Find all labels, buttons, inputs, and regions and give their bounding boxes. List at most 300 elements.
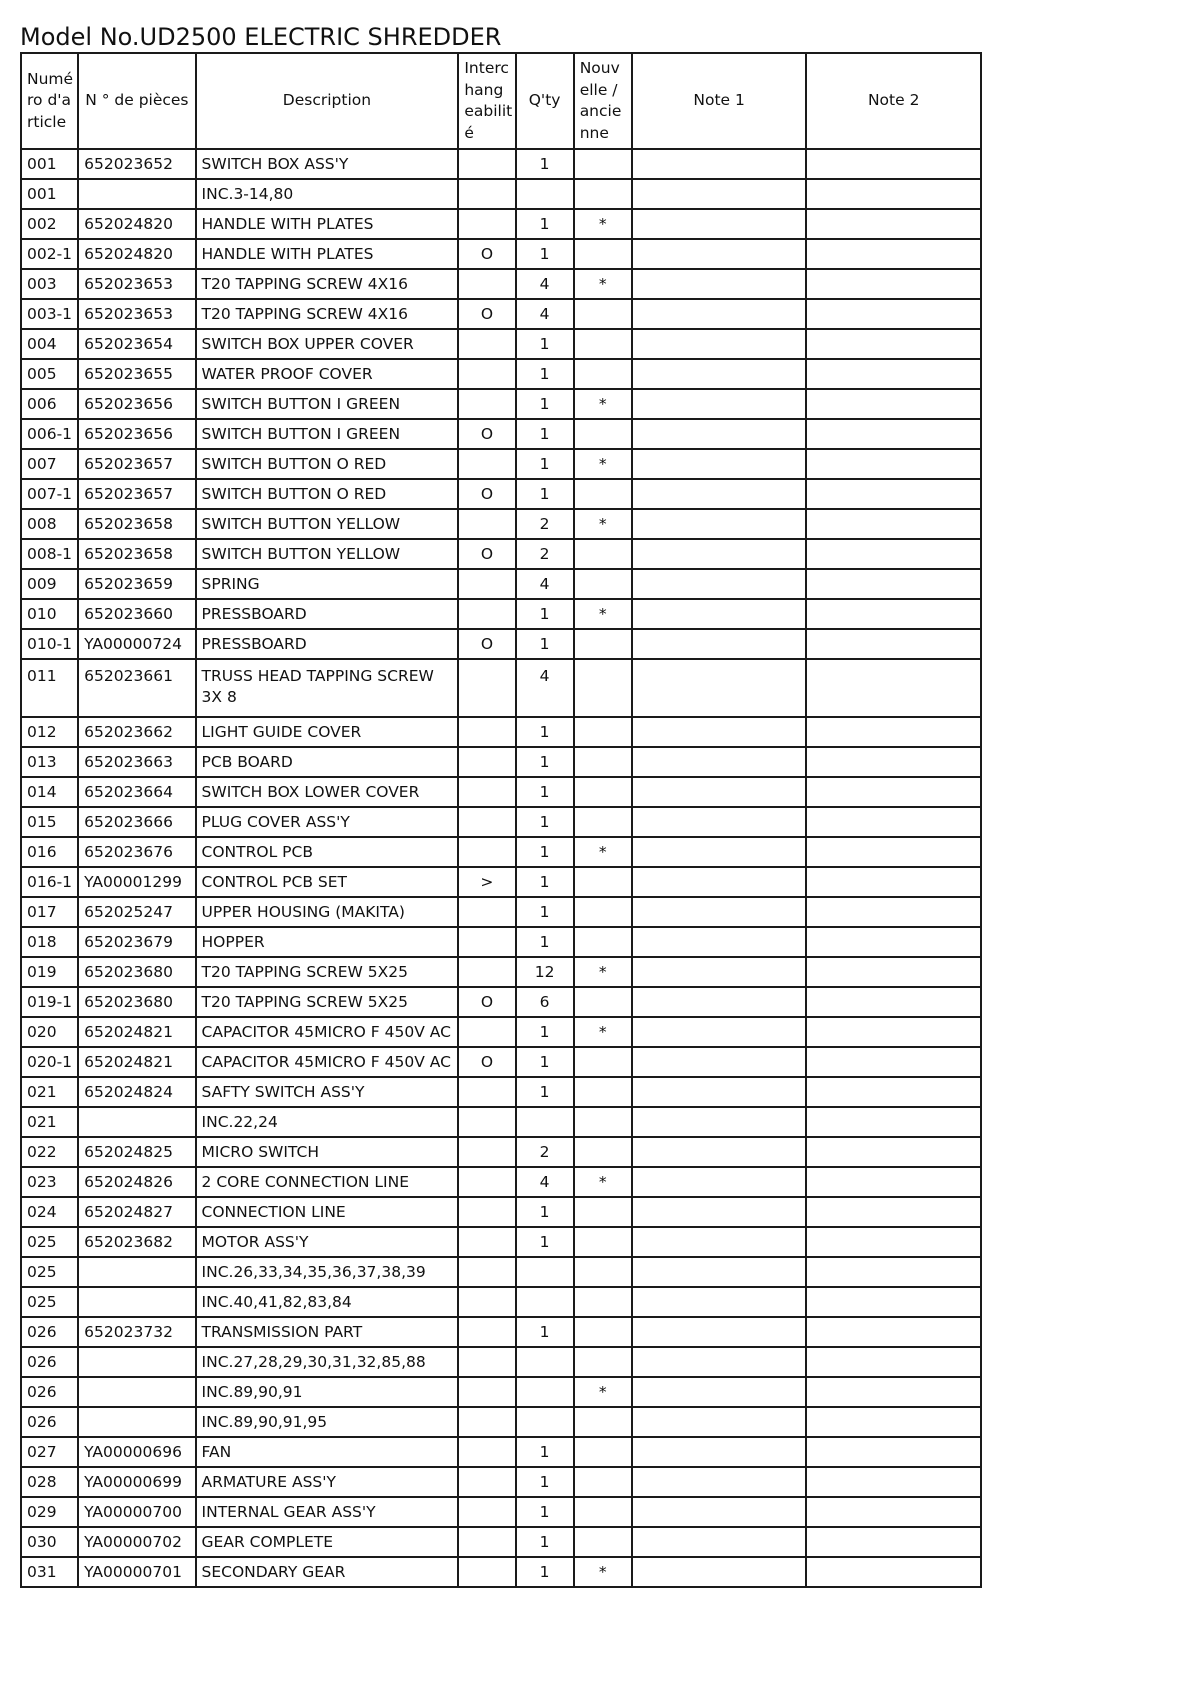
part-number-cell: 652023656 [78, 419, 195, 449]
interchangeability-cell [458, 897, 515, 927]
quantity-cell: 1 [516, 1227, 574, 1257]
new-old-cell [574, 777, 632, 807]
note-1-cell [632, 1527, 807, 1557]
description-cell: INC.22,24 [196, 1107, 459, 1137]
note-1-cell [632, 867, 807, 897]
item-number-cell: 003-1 [21, 299, 78, 329]
item-number-cell: 003 [21, 269, 78, 299]
part-number-cell: 652023657 [78, 479, 195, 509]
part-number-cell: YA00000696 [78, 1437, 195, 1467]
note-1-cell [632, 1497, 807, 1527]
interchangeability-cell [458, 1227, 515, 1257]
description-cell: CONTROL PCB [196, 837, 459, 867]
quantity-cell: 1 [516, 359, 574, 389]
note-1-cell [632, 1347, 807, 1377]
table-row [21, 1317, 981, 1347]
description-cell: PRESSBOARD [196, 629, 459, 659]
note-1-cell [632, 239, 807, 269]
new-old-cell [574, 807, 632, 837]
description-cell: FAN [196, 1437, 459, 1467]
description-cell: GEAR COMPLETE [196, 1527, 459, 1557]
new-old-cell [574, 179, 632, 209]
note-1-cell [632, 359, 807, 389]
description-cell: SWITCH BUTTON YELLOW [196, 509, 459, 539]
quantity-cell: 1 [516, 1197, 574, 1227]
interchangeability-cell: O [458, 987, 515, 1017]
interchangeability-cell [458, 927, 515, 957]
quantity-cell [516, 179, 574, 209]
item-number-cell: 024 [21, 1197, 78, 1227]
new-old-cell [574, 1347, 632, 1377]
interchangeability-cell [458, 1107, 515, 1137]
new-old-cell: * [574, 449, 632, 479]
table-row [21, 659, 981, 717]
table-row [21, 149, 981, 179]
note-1-cell [632, 1557, 807, 1587]
table-header [21, 53, 981, 149]
new-old-cell: * [574, 599, 632, 629]
new-old-cell: * [574, 389, 632, 419]
item-number-cell: 020 [21, 1017, 78, 1047]
header-qty: Q'ty [516, 53, 574, 149]
document-title: Model No.UD2500 ELECTRIC SHREDDER [20, 23, 502, 51]
note-1-cell [632, 807, 807, 837]
new-old-cell [574, 629, 632, 659]
note-2-cell [806, 1077, 981, 1107]
description-cell: INC.27,28,29,30,31,32,85,88 [196, 1347, 459, 1377]
quantity-cell: 1 [516, 449, 574, 479]
description-cell: INC.3-14,80 [196, 179, 459, 209]
interchangeability-cell [458, 1137, 515, 1167]
part-number-cell: 652025247 [78, 897, 195, 927]
interchangeability-cell [458, 1347, 515, 1377]
new-old-cell [574, 1497, 632, 1527]
part-number-cell: 652023680 [78, 987, 195, 1017]
note-1-cell [632, 1077, 807, 1107]
new-old-cell: * [574, 209, 632, 239]
quantity-cell: 1 [516, 1017, 574, 1047]
interchangeability-cell [458, 1437, 515, 1467]
note-1-cell [632, 1047, 807, 1077]
parts-table [20, 52, 982, 1588]
interchangeability-cell [458, 269, 515, 299]
note-2-cell [806, 569, 981, 599]
item-number-cell: 011 [21, 659, 78, 717]
note-1-cell [632, 1167, 807, 1197]
note-2-cell [806, 1497, 981, 1527]
item-number-cell: 025 [21, 1257, 78, 1287]
note-1-cell [632, 299, 807, 329]
table-row [21, 269, 981, 299]
part-number-cell: 652024820 [78, 209, 195, 239]
table-row [21, 389, 981, 419]
quantity-cell [516, 1347, 574, 1377]
note-2-cell [806, 449, 981, 479]
part-number-cell: 652024821 [78, 1017, 195, 1047]
new-old-cell [574, 867, 632, 897]
new-old-cell: * [574, 269, 632, 299]
new-old-cell [574, 299, 632, 329]
new-old-cell: * [574, 509, 632, 539]
interchangeability-cell [458, 599, 515, 629]
new-old-cell: * [574, 957, 632, 987]
quantity-cell: 2 [516, 1137, 574, 1167]
table-row [21, 1137, 981, 1167]
interchangeability-cell [458, 717, 515, 747]
new-old-cell [574, 149, 632, 179]
note-2-cell [806, 1467, 981, 1497]
interchangeability-cell: > [458, 867, 515, 897]
note-2-cell [806, 179, 981, 209]
description-cell: CAPACITOR 45MICRO F 450V AC [196, 1017, 459, 1047]
item-number-cell: 016-1 [21, 867, 78, 897]
note-2-cell [806, 299, 981, 329]
table-row [21, 1347, 981, 1377]
part-number-cell [78, 1407, 195, 1437]
item-number-cell: 016 [21, 837, 78, 867]
part-number-cell: 652023682 [78, 1227, 195, 1257]
quantity-cell: 1 [516, 867, 574, 897]
new-old-cell: * [574, 1017, 632, 1047]
interchangeability-cell [458, 1407, 515, 1437]
part-number-cell [78, 1347, 195, 1377]
item-number-cell: 017 [21, 897, 78, 927]
quantity-cell: 1 [516, 897, 574, 927]
part-number-cell: 652024827 [78, 1197, 195, 1227]
note-1-cell [632, 209, 807, 239]
quantity-cell: 1 [516, 1047, 574, 1077]
new-old-cell [574, 329, 632, 359]
note-2-cell [806, 1377, 981, 1407]
description-cell: SWITCH BUTTON YELLOW [196, 539, 459, 569]
note-2-cell [806, 837, 981, 867]
interchangeability-cell [458, 659, 515, 717]
item-number-cell: 010 [21, 599, 78, 629]
item-number-cell: 031 [21, 1557, 78, 1587]
note-1-cell [632, 1227, 807, 1257]
description-cell: T20 TAPPING SCREW 4X16 [196, 269, 459, 299]
interchangeability-cell: O [458, 1047, 515, 1077]
table-row [21, 539, 981, 569]
quantity-cell: 1 [516, 599, 574, 629]
description-cell: 2 CORE CONNECTION LINE [196, 1167, 459, 1197]
note-1-cell [632, 149, 807, 179]
description-cell: WATER PROOF COVER [196, 359, 459, 389]
interchangeability-cell [458, 389, 515, 419]
description-cell: INC.40,41,82,83,84 [196, 1287, 459, 1317]
interchangeability-cell [458, 179, 515, 209]
header-new-old: Nouv elle / ancie nne [574, 53, 632, 149]
note-2-cell [806, 1197, 981, 1227]
interchangeability-cell [458, 359, 515, 389]
note-1-cell [632, 329, 807, 359]
interchangeability-cell [458, 1287, 515, 1317]
table-row [21, 1197, 981, 1227]
note-2-cell [806, 897, 981, 927]
item-number-cell: 008 [21, 509, 78, 539]
note-2-cell [806, 1257, 981, 1287]
description-cell: T20 TAPPING SCREW 5X25 [196, 987, 459, 1017]
interchangeability-cell [458, 1527, 515, 1557]
table-row [21, 1287, 981, 1317]
item-number-cell: 026 [21, 1377, 78, 1407]
part-number-cell: 652023680 [78, 957, 195, 987]
description-cell: TRANSMISSION PART [196, 1317, 459, 1347]
item-number-cell: 018 [21, 927, 78, 957]
quantity-cell: 1 [516, 419, 574, 449]
new-old-cell [574, 1317, 632, 1347]
item-number-cell: 021 [21, 1077, 78, 1107]
quantity-cell: 1 [516, 329, 574, 359]
description-cell: MOTOR ASS'Y [196, 1227, 459, 1257]
new-old-cell [574, 539, 632, 569]
interchangeability-cell: O [458, 239, 515, 269]
new-old-cell: * [574, 1557, 632, 1587]
quantity-cell [516, 1107, 574, 1137]
quantity-cell [516, 1257, 574, 1287]
note-2-cell [806, 359, 981, 389]
table-row [21, 867, 981, 897]
table-row [21, 957, 981, 987]
new-old-cell [574, 1287, 632, 1317]
new-old-cell [574, 747, 632, 777]
interchangeability-cell [458, 569, 515, 599]
interchangeability-cell [458, 1017, 515, 1047]
note-1-cell [632, 1137, 807, 1167]
part-number-cell [78, 179, 195, 209]
note-2-cell [806, 629, 981, 659]
table-row [21, 179, 981, 209]
part-number-cell [78, 1107, 195, 1137]
part-number-cell: 652023676 [78, 837, 195, 867]
description-cell: MICRO SWITCH [196, 1137, 459, 1167]
new-old-cell [574, 479, 632, 509]
header-description: Description [196, 53, 459, 149]
part-number-cell: YA00000701 [78, 1557, 195, 1587]
new-old-cell: * [574, 1167, 632, 1197]
new-old-cell [574, 1407, 632, 1437]
note-2-cell [806, 1137, 981, 1167]
table-row [21, 569, 981, 599]
description-cell: SAFTY SWITCH ASS'Y [196, 1077, 459, 1107]
part-number-cell: 652023662 [78, 717, 195, 747]
interchangeability-cell [458, 807, 515, 837]
new-old-cell [574, 927, 632, 957]
description-cell: T20 TAPPING SCREW 4X16 [196, 299, 459, 329]
part-number-cell: 652023666 [78, 807, 195, 837]
new-old-cell [574, 1527, 632, 1557]
description-cell: SWITCH BOX ASS'Y [196, 149, 459, 179]
part-number-cell: 652023661 [78, 659, 195, 717]
interchangeability-cell [458, 449, 515, 479]
item-number-cell: 025 [21, 1227, 78, 1257]
part-number-cell: YA00000724 [78, 629, 195, 659]
item-number-cell: 023 [21, 1167, 78, 1197]
description-cell: PLUG COVER ASS'Y [196, 807, 459, 837]
note-1-cell [632, 777, 807, 807]
part-number-cell: 652023653 [78, 269, 195, 299]
item-number-cell: 029 [21, 1497, 78, 1527]
table-body [21, 149, 981, 1587]
new-old-cell [574, 1047, 632, 1077]
part-number-cell: YA00001299 [78, 867, 195, 897]
item-number-cell: 014 [21, 777, 78, 807]
interchangeability-cell [458, 1557, 515, 1587]
new-old-cell [574, 1197, 632, 1227]
item-number-cell: 022 [21, 1137, 78, 1167]
part-number-cell: 652023655 [78, 359, 195, 389]
table-row [21, 1407, 981, 1437]
note-1-cell [632, 1437, 807, 1467]
header-part-no: N ° de pièces [78, 53, 195, 149]
new-old-cell [574, 359, 632, 389]
table-row [21, 419, 981, 449]
item-number-cell: 021 [21, 1107, 78, 1137]
table-row [21, 629, 981, 659]
table-row [21, 807, 981, 837]
note-1-cell [632, 419, 807, 449]
interchangeability-cell [458, 1467, 515, 1497]
part-number-cell: 652024820 [78, 239, 195, 269]
part-number-cell: 652024821 [78, 1047, 195, 1077]
description-cell: SWITCH BOX UPPER COVER [196, 329, 459, 359]
quantity-cell: 12 [516, 957, 574, 987]
note-1-cell [632, 509, 807, 539]
note-2-cell [806, 867, 981, 897]
note-2-cell [806, 1437, 981, 1467]
part-number-cell: 652023658 [78, 509, 195, 539]
note-2-cell [806, 149, 981, 179]
note-1-cell [632, 987, 807, 1017]
part-number-cell: 652024826 [78, 1167, 195, 1197]
table-row [21, 1107, 981, 1137]
note-1-cell [632, 957, 807, 987]
description-cell: INC.89,90,91,95 [196, 1407, 459, 1437]
quantity-cell: 2 [516, 509, 574, 539]
note-1-cell [632, 539, 807, 569]
description-cell: SPRING [196, 569, 459, 599]
note-2-cell [806, 479, 981, 509]
part-number-cell: 652023654 [78, 329, 195, 359]
note-1-cell [632, 1377, 807, 1407]
quantity-cell: 4 [516, 659, 574, 717]
part-number-cell: 652023659 [78, 569, 195, 599]
note-2-cell [806, 389, 981, 419]
interchangeability-cell: O [458, 419, 515, 449]
note-1-cell [632, 389, 807, 419]
quantity-cell: 1 [516, 927, 574, 957]
table-row [21, 1557, 981, 1587]
note-2-cell [806, 807, 981, 837]
item-number-cell: 002 [21, 209, 78, 239]
note-2-cell [806, 777, 981, 807]
interchangeability-cell [458, 1377, 515, 1407]
table-row [21, 509, 981, 539]
quantity-cell: 1 [516, 239, 574, 269]
item-number-cell: 026 [21, 1347, 78, 1377]
quantity-cell: 6 [516, 987, 574, 1017]
interchangeability-cell: O [458, 539, 515, 569]
table-row [21, 987, 981, 1017]
interchangeability-cell [458, 777, 515, 807]
part-number-cell [78, 1377, 195, 1407]
note-1-cell [632, 479, 807, 509]
quantity-cell: 1 [516, 1497, 574, 1527]
header-row [21, 53, 981, 149]
note-1-cell [632, 837, 807, 867]
interchangeability-cell [458, 1197, 515, 1227]
quantity-cell [516, 1287, 574, 1317]
table-row [21, 479, 981, 509]
new-old-cell [574, 659, 632, 717]
part-number-cell: 652023664 [78, 777, 195, 807]
description-cell: TRUSS HEAD TAPPING SCREW 3X 8 [196, 659, 459, 717]
quantity-cell: 2 [516, 539, 574, 569]
description-cell: INTERNAL GEAR ASS'Y [196, 1497, 459, 1527]
interchangeability-cell [458, 149, 515, 179]
description-cell: T20 TAPPING SCREW 5X25 [196, 957, 459, 987]
note-2-cell [806, 1287, 981, 1317]
part-number-cell: YA00000702 [78, 1527, 195, 1557]
part-number-cell: 652023658 [78, 539, 195, 569]
quantity-cell: 4 [516, 299, 574, 329]
description-cell: SWITCH BUTTON I GREEN [196, 389, 459, 419]
table-row [21, 1227, 981, 1257]
interchangeability-cell [458, 1257, 515, 1287]
quantity-cell: 1 [516, 807, 574, 837]
quantity-cell: 1 [516, 149, 574, 179]
header-note-1: Note 1 [632, 53, 807, 149]
new-old-cell [574, 1077, 632, 1107]
interchangeability-cell: O [458, 299, 515, 329]
item-number-cell: 007-1 [21, 479, 78, 509]
part-number-cell [78, 1287, 195, 1317]
new-old-cell: * [574, 837, 632, 867]
item-number-cell: 027 [21, 1437, 78, 1467]
note-1-cell [632, 717, 807, 747]
note-2-cell [806, 747, 981, 777]
description-cell: UPPER HOUSING (MAKITA) [196, 897, 459, 927]
note-1-cell [632, 1287, 807, 1317]
quantity-cell [516, 1377, 574, 1407]
interchangeability-cell [458, 957, 515, 987]
interchangeability-cell [458, 1077, 515, 1107]
note-2-cell [806, 659, 981, 717]
description-cell: SWITCH BOX LOWER COVER [196, 777, 459, 807]
table-row [21, 837, 981, 867]
item-number-cell: 012 [21, 717, 78, 747]
item-number-cell: 015 [21, 807, 78, 837]
new-old-cell [574, 1137, 632, 1167]
part-number-cell: 652023656 [78, 389, 195, 419]
table-row [21, 209, 981, 239]
quantity-cell: 4 [516, 569, 574, 599]
table-row [21, 747, 981, 777]
note-2-cell [806, 1407, 981, 1437]
table-row [21, 1017, 981, 1047]
item-number-cell: 008-1 [21, 539, 78, 569]
note-2-cell [806, 1167, 981, 1197]
note-1-cell [632, 179, 807, 209]
table-row [21, 1047, 981, 1077]
table-row [21, 599, 981, 629]
part-number-cell: YA00000699 [78, 1467, 195, 1497]
item-number-cell: 019-1 [21, 987, 78, 1017]
new-old-cell [574, 717, 632, 747]
quantity-cell: 1 [516, 209, 574, 239]
item-number-cell: 020-1 [21, 1047, 78, 1077]
header-item-no: Numé ro d'a rticle [21, 53, 78, 149]
